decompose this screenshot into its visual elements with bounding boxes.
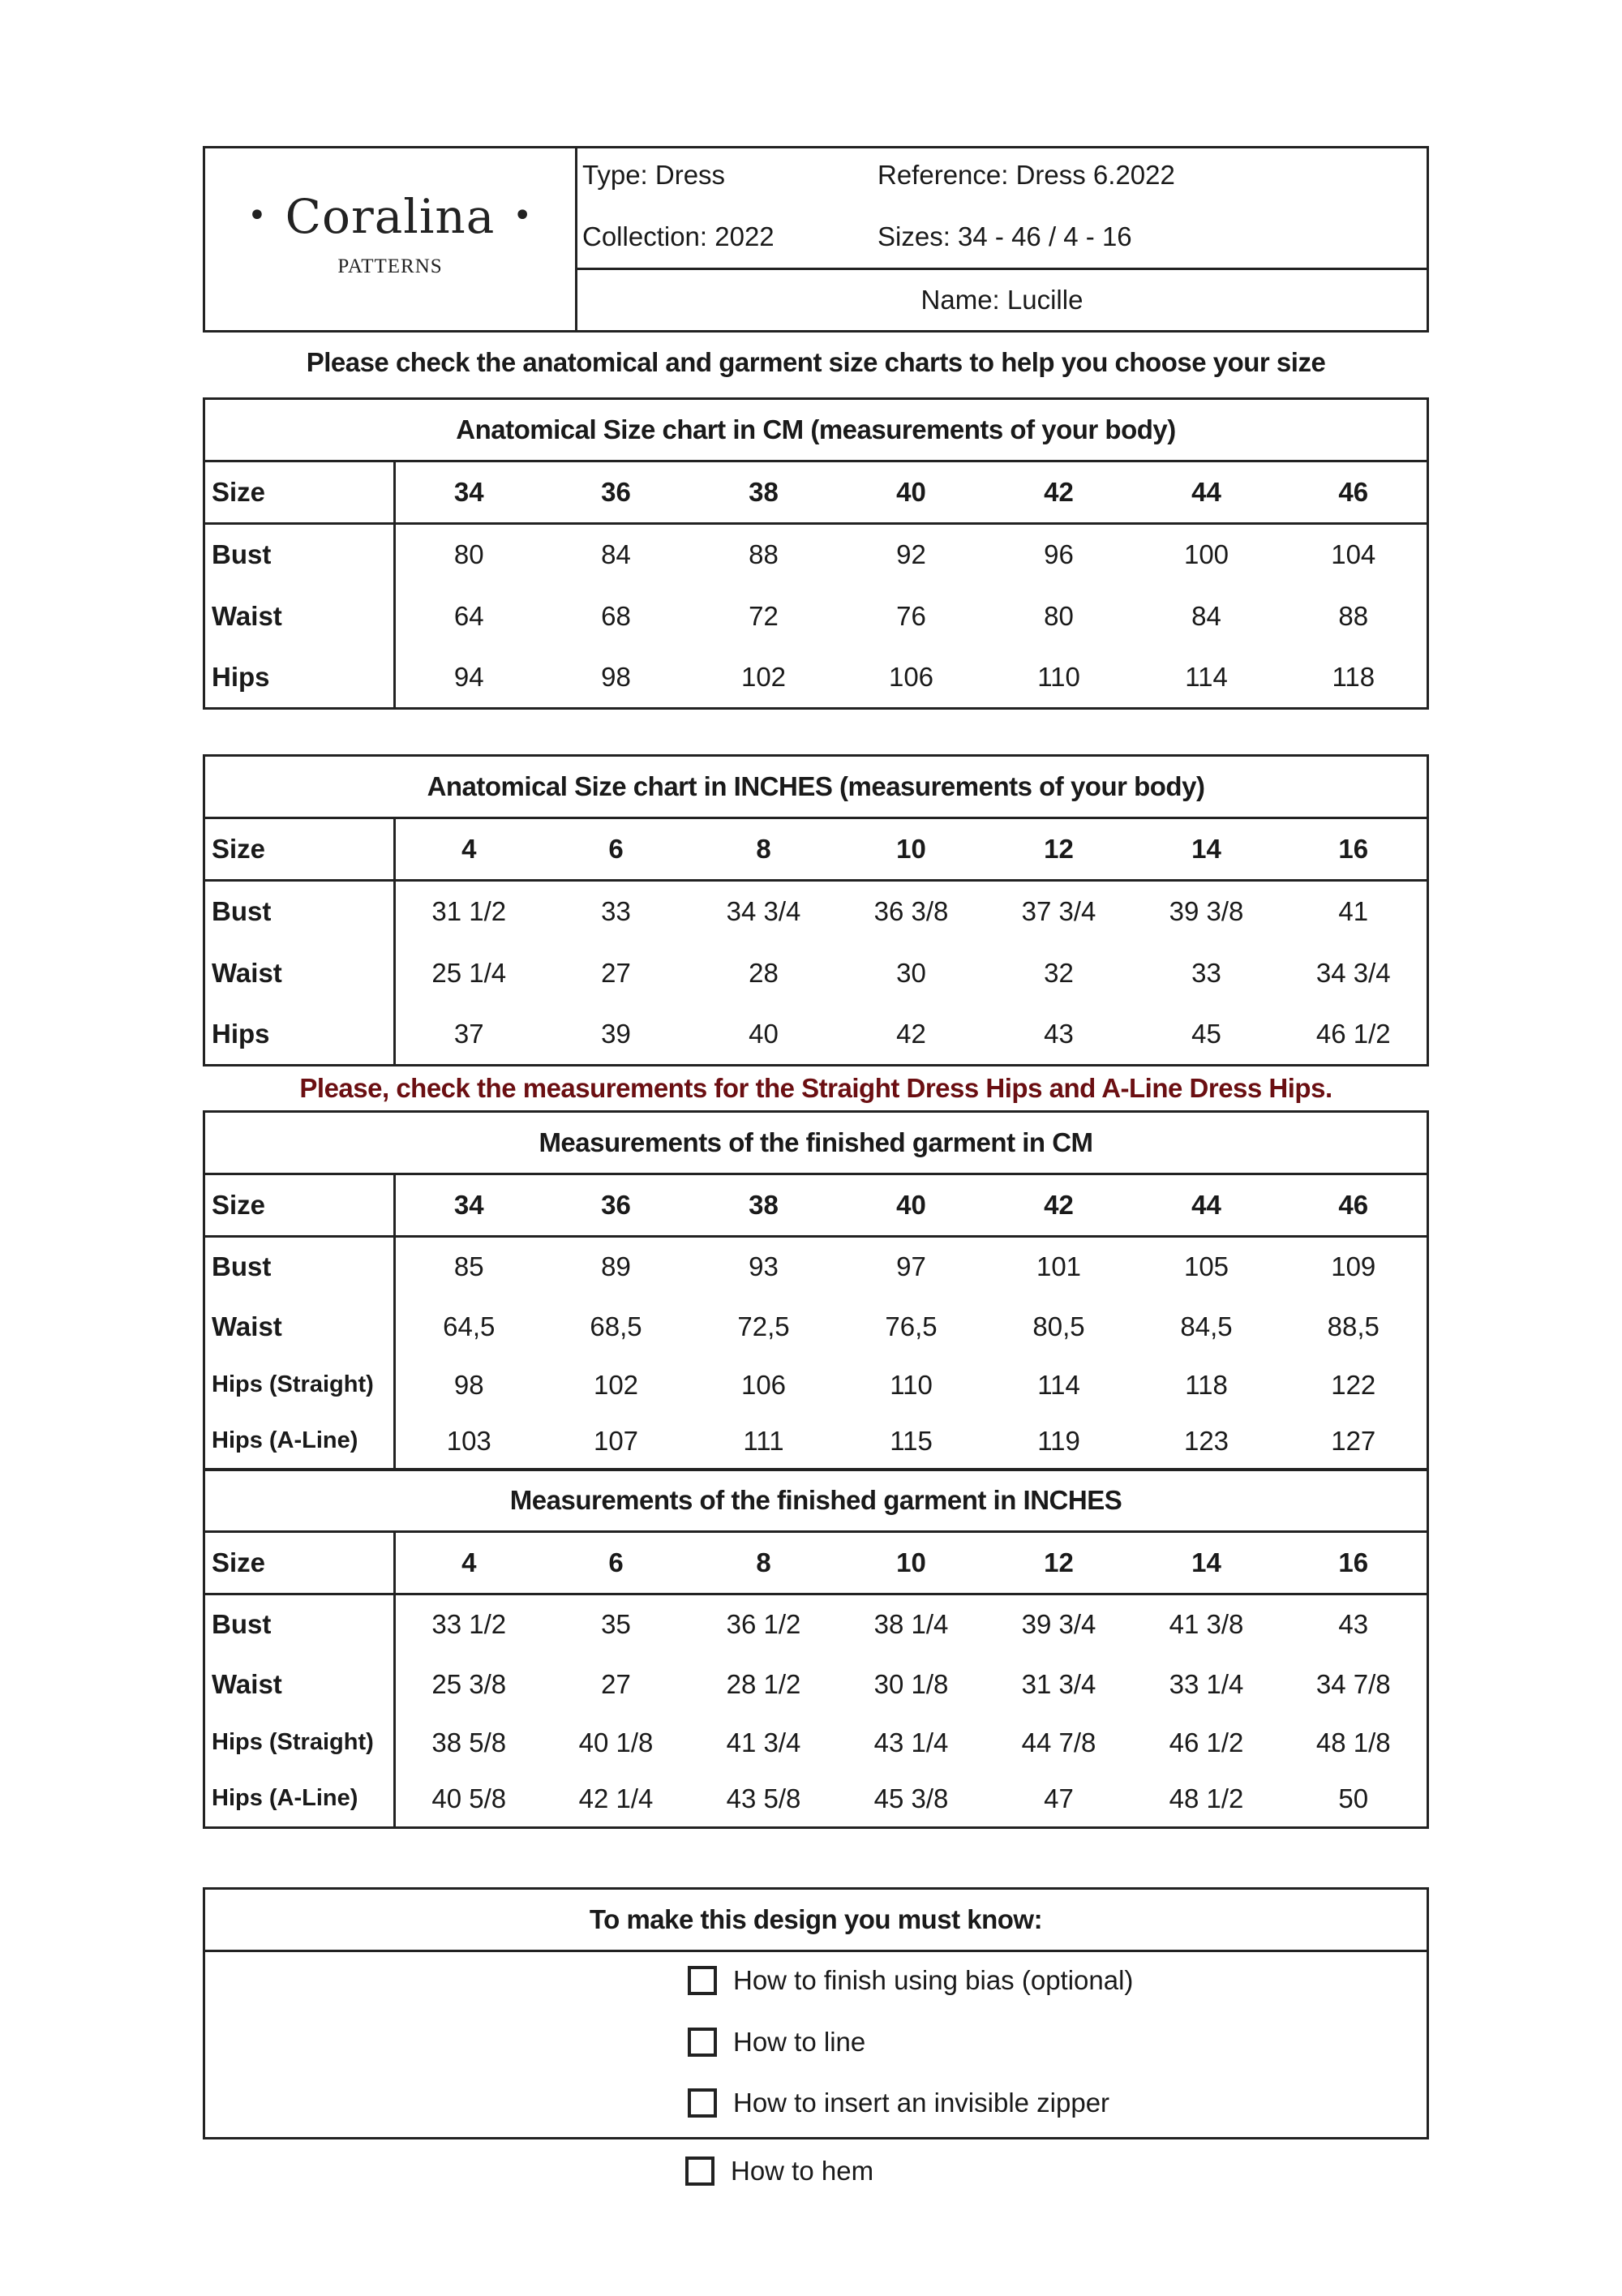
- table-row: [204, 1414, 1428, 1470]
- table-cell: 64,5: [443, 1311, 496, 1341]
- table-cell: 38 1/4: [873, 1609, 949, 1640]
- table-cell: 43 1/4: [873, 1727, 949, 1757]
- table-cell: 64: [453, 600, 484, 631]
- table-row: [204, 1594, 1428, 1654]
- table-title: Anatomical Size chart in INCHES (measurements of your body): [204, 756, 1428, 818]
- table-cell: 30: [896, 957, 926, 988]
- table-cell: 84,5: [1180, 1311, 1233, 1341]
- size-header-cell: 36: [543, 1174, 690, 1237]
- table-cell: 88: [749, 539, 779, 570]
- row-label: Waist: [204, 1297, 395, 1357]
- size-header-cell: 46: [1281, 461, 1428, 524]
- size-header-cell: 10: [838, 818, 985, 881]
- table-cell: 36 1/2: [726, 1609, 801, 1640]
- table-title-row: [204, 399, 1428, 461]
- table-cell: 123: [1133, 1414, 1281, 1470]
- intro-note: Please check the anatomical and garment size charts to help you choose your size: [306, 347, 1326, 377]
- size-header-cell: 36: [543, 461, 690, 524]
- logo-text: Coralina: [285, 189, 496, 244]
- table-cell: 35: [601, 1609, 631, 1640]
- table-cell: 37 3/4: [1021, 896, 1096, 927]
- header-info: [577, 148, 1427, 270]
- table-cell: 76: [896, 600, 926, 631]
- table-cell: 104: [1281, 524, 1428, 586]
- checklist-item[interactable]: [688, 2024, 865, 2060]
- row-label: Hips: [204, 1004, 395, 1066]
- table-cell: 72,5: [737, 1311, 790, 1341]
- hips-note: Please, check the measurements for the Straight Dress Hips and A-Line Dress Hips.: [299, 1073, 1332, 1103]
- table-cell: 96: [1044, 539, 1074, 570]
- table-cell: 32: [1044, 957, 1074, 988]
- table-cell: 27: [601, 1668, 631, 1699]
- size-header-row: [204, 1174, 1428, 1237]
- row-label: Bust: [204, 881, 395, 942]
- size-header-cell: 38: [690, 1174, 838, 1237]
- table-cell: 122: [1281, 1357, 1428, 1414]
- table-cell: 41: [1281, 881, 1428, 942]
- table-cell: 114: [1133, 647, 1281, 709]
- size-header-cell: 14: [1133, 1532, 1281, 1594]
- logo-dot-icon: •: [247, 196, 268, 234]
- size-header-cell: 44: [1133, 461, 1281, 524]
- checkbox-icon[interactable]: [688, 1966, 717, 1995]
- logo-subtitle: PATTERNS: [337, 255, 443, 277]
- size-header-cell: 34: [395, 461, 543, 524]
- table-cell: 119: [985, 1414, 1133, 1470]
- size-table: [203, 1468, 1429, 1829]
- table-cell: 47: [985, 1771, 1133, 1828]
- size-header-cell: 46: [1281, 1174, 1428, 1237]
- size-header-cell: 6: [543, 1532, 690, 1594]
- checklist-item-label: How to finish using bias (optional): [733, 1965, 1134, 1995]
- table-row: [204, 1714, 1428, 1771]
- row-label: Hips (Straight): [204, 1714, 395, 1771]
- table-cell: 103: [395, 1414, 543, 1470]
- size-header-cell: 42: [985, 1174, 1133, 1237]
- table-cell: 30 1/8: [873, 1668, 949, 1699]
- table-row: [204, 1297, 1428, 1357]
- table-cell: 50: [1281, 1771, 1428, 1828]
- size-label: Size: [204, 1174, 395, 1237]
- table-cell: 97: [896, 1251, 926, 1282]
- size-header-cell: 40: [838, 1174, 985, 1237]
- table-cell: 36 3/8: [873, 896, 949, 927]
- table-cell: 100: [1183, 539, 1229, 570]
- table-cell: 88: [1281, 586, 1428, 647]
- table-cell: 46 1/2: [1281, 1004, 1428, 1066]
- size-header-row: [204, 1532, 1428, 1594]
- table-cell: 34 3/4: [726, 896, 801, 927]
- size-header-cell: 40: [838, 461, 985, 524]
- table-cell: 98: [543, 647, 690, 709]
- table-cell: 42: [838, 1004, 985, 1066]
- checklist-item-label: How to insert an invisible zipper: [733, 2088, 1110, 2118]
- logo-dot-icon: •: [513, 196, 533, 234]
- table-cell: 88,5: [1281, 1297, 1428, 1357]
- table-row: [204, 1357, 1428, 1414]
- checkbox-icon[interactable]: [685, 2157, 714, 2186]
- brand-logo: [205, 148, 577, 330]
- table-cell: 33 1/2: [431, 1609, 507, 1640]
- table-cell: 48 1/8: [1281, 1714, 1428, 1771]
- table-cell: 46 1/2: [1169, 1727, 1244, 1757]
- table-cell: 27: [601, 957, 631, 988]
- table-cell: 111: [690, 1414, 838, 1470]
- table-cell: 28: [749, 957, 779, 988]
- pattern-name: Name: Lucille: [920, 285, 1083, 315]
- size-header-cell: 10: [838, 1532, 985, 1594]
- table-cell: 102: [593, 1369, 639, 1400]
- table-row: [204, 586, 1428, 647]
- table-cell: 45: [1133, 1004, 1281, 1066]
- size-header-cell: 12: [985, 818, 1133, 881]
- checklist-title: To make this design you must know:: [205, 1890, 1427, 1952]
- size-header-cell: 16: [1281, 818, 1428, 881]
- table-cell: 33: [1191, 957, 1221, 988]
- row-label: Hips (A-Line): [204, 1771, 395, 1828]
- row-label: Waist: [204, 1654, 395, 1714]
- table-row: [204, 1004, 1428, 1066]
- size-header-row: [204, 461, 1428, 524]
- table-title-row: [204, 1470, 1428, 1532]
- table-cell: 89: [601, 1251, 631, 1282]
- table-cell: 94: [395, 647, 543, 709]
- table-cell: 40 1/8: [578, 1727, 654, 1757]
- table-cell: 109: [1281, 1237, 1428, 1297]
- table-row: [204, 647, 1428, 709]
- table-cell: 41 3/8: [1169, 1609, 1244, 1640]
- table-cell: 80: [453, 539, 484, 570]
- table-row: [204, 524, 1428, 586]
- size-table: [203, 754, 1429, 1066]
- checklist-item-label: How to hem: [731, 2156, 874, 2186]
- checklist-item[interactable]: [688, 1963, 1133, 1998]
- table-cell: 31 3/4: [1021, 1668, 1096, 1699]
- size-header-cell: 4: [395, 1532, 543, 1594]
- row-label: Hips (Straight): [204, 1357, 395, 1414]
- table-cell: 118: [1185, 1369, 1228, 1400]
- checkbox-icon[interactable]: [688, 2028, 717, 2057]
- table-cell: 98: [453, 1369, 484, 1400]
- table-cell: 84: [1191, 600, 1221, 631]
- table-cell: 43 5/8: [690, 1771, 838, 1828]
- size-header-cell: 42: [985, 461, 1133, 524]
- table-cell: 115: [838, 1414, 985, 1470]
- size-header-cell: 8: [690, 1532, 838, 1594]
- table-cell: 40: [690, 1004, 838, 1066]
- size-label: Size: [204, 461, 395, 524]
- table-title: Measurements of the finished garment in CM: [204, 1112, 1428, 1174]
- row-label: Hips (A-Line): [204, 1414, 395, 1470]
- table-cell: 101: [1036, 1251, 1082, 1282]
- size-header-cell: 12: [985, 1532, 1133, 1594]
- size-label: Size: [204, 818, 395, 881]
- table-title-row: [204, 756, 1428, 818]
- row-label: Bust: [204, 1237, 395, 1297]
- table-cell: 110: [890, 1369, 933, 1400]
- table-cell: 37: [395, 1004, 543, 1066]
- table-row: [204, 942, 1428, 1004]
- table-cell: 72: [749, 600, 779, 631]
- table-cell: 44 7/8: [1021, 1727, 1096, 1757]
- table-cell: 76,5: [885, 1311, 938, 1341]
- size-table: [203, 1110, 1429, 1471]
- checkbox-icon[interactable]: [688, 2088, 717, 2118]
- pattern-reference: Reference: Dress 6.2022: [878, 160, 1175, 190]
- table-cell: 39: [543, 1004, 690, 1066]
- size-header-cell: 44: [1133, 1174, 1281, 1237]
- table-cell: 85: [453, 1251, 484, 1282]
- table-cell: 102: [690, 647, 838, 709]
- table-cell: 31 1/2: [431, 896, 507, 927]
- table-cell: 106: [838, 647, 985, 709]
- table-cell: 39 3/4: [1021, 1609, 1096, 1640]
- table-cell: 105: [1183, 1251, 1229, 1282]
- table-row: [204, 1654, 1428, 1714]
- table-cell: 80: [1044, 600, 1074, 631]
- table-cell: 118: [1281, 647, 1428, 709]
- table-row: [204, 1771, 1428, 1828]
- table-cell: 92: [896, 539, 926, 570]
- table-cell: 43: [1281, 1594, 1428, 1654]
- row-label: Bust: [204, 524, 395, 586]
- size-label: Size: [204, 1532, 395, 1594]
- table-cell: 84: [601, 539, 631, 570]
- table-cell: 110: [985, 647, 1133, 709]
- size-header-cell: 16: [1281, 1532, 1428, 1594]
- garment-type: Type: Dress: [582, 160, 726, 190]
- table-cell: 106: [740, 1369, 787, 1400]
- size-header-cell: 8: [690, 818, 838, 881]
- table-cell: 25 3/8: [431, 1668, 507, 1699]
- row-label: Hips: [204, 647, 395, 709]
- table-cell: 48 1/2: [1133, 1771, 1281, 1828]
- table-cell: 28 1/2: [726, 1668, 801, 1699]
- checklist-item-label: How to line: [733, 2027, 866, 2057]
- table-title: Measurements of the finished garment in INCHES: [204, 1470, 1428, 1532]
- table-cell: 41 3/4: [726, 1727, 801, 1757]
- table-cell: 34 7/8: [1281, 1654, 1428, 1714]
- table-cell: 40 5/8: [395, 1771, 543, 1828]
- table-cell: 33: [601, 896, 631, 927]
- row-label: Waist: [204, 942, 395, 1004]
- row-label: Waist: [204, 586, 395, 647]
- table-cell: 25 1/4: [431, 957, 507, 988]
- size-range: Sizes: 34 - 46 / 4 - 16: [878, 221, 1132, 251]
- table-title-row: [204, 1112, 1428, 1174]
- checklist-item[interactable]: [688, 2085, 1109, 2121]
- table-cell: 80,5: [1032, 1311, 1085, 1341]
- size-header-cell: 14: [1133, 818, 1281, 881]
- table-cell: 45 3/8: [838, 1771, 985, 1828]
- table-cell: 33 1/4: [1169, 1668, 1244, 1699]
- size-header-cell: 6: [543, 818, 690, 881]
- table-cell: 68,5: [590, 1311, 642, 1341]
- size-header-row: [204, 818, 1428, 881]
- table-cell: 93: [749, 1251, 779, 1282]
- table-cell: 114: [1037, 1369, 1080, 1400]
- skills-checklist: [203, 1887, 1429, 2139]
- table-cell: 39 3/8: [1169, 896, 1244, 927]
- table-cell: 68: [601, 600, 631, 631]
- pattern-header: [203, 146, 1429, 333]
- table-cell: 38 5/8: [431, 1727, 507, 1757]
- table-cell: 34 3/4: [1281, 942, 1428, 1004]
- table-cell: 107: [543, 1414, 690, 1470]
- table-cell: 127: [1281, 1414, 1428, 1470]
- size-header-cell: 4: [395, 818, 543, 881]
- size-table: [203, 397, 1429, 710]
- checklist-item[interactable]: [685, 2153, 873, 2189]
- row-label: Bust: [204, 1594, 395, 1654]
- collection: Collection: 2022: [582, 221, 775, 251]
- table-row: [204, 881, 1428, 942]
- size-header-cell: 34: [395, 1174, 543, 1237]
- table-cell: 43: [985, 1004, 1133, 1066]
- table-title: Anatomical Size chart in CM (measurements of your body): [204, 399, 1428, 461]
- table-row: [204, 1237, 1428, 1297]
- size-header-cell: 38: [690, 461, 838, 524]
- table-cell: 42 1/4: [543, 1771, 690, 1828]
